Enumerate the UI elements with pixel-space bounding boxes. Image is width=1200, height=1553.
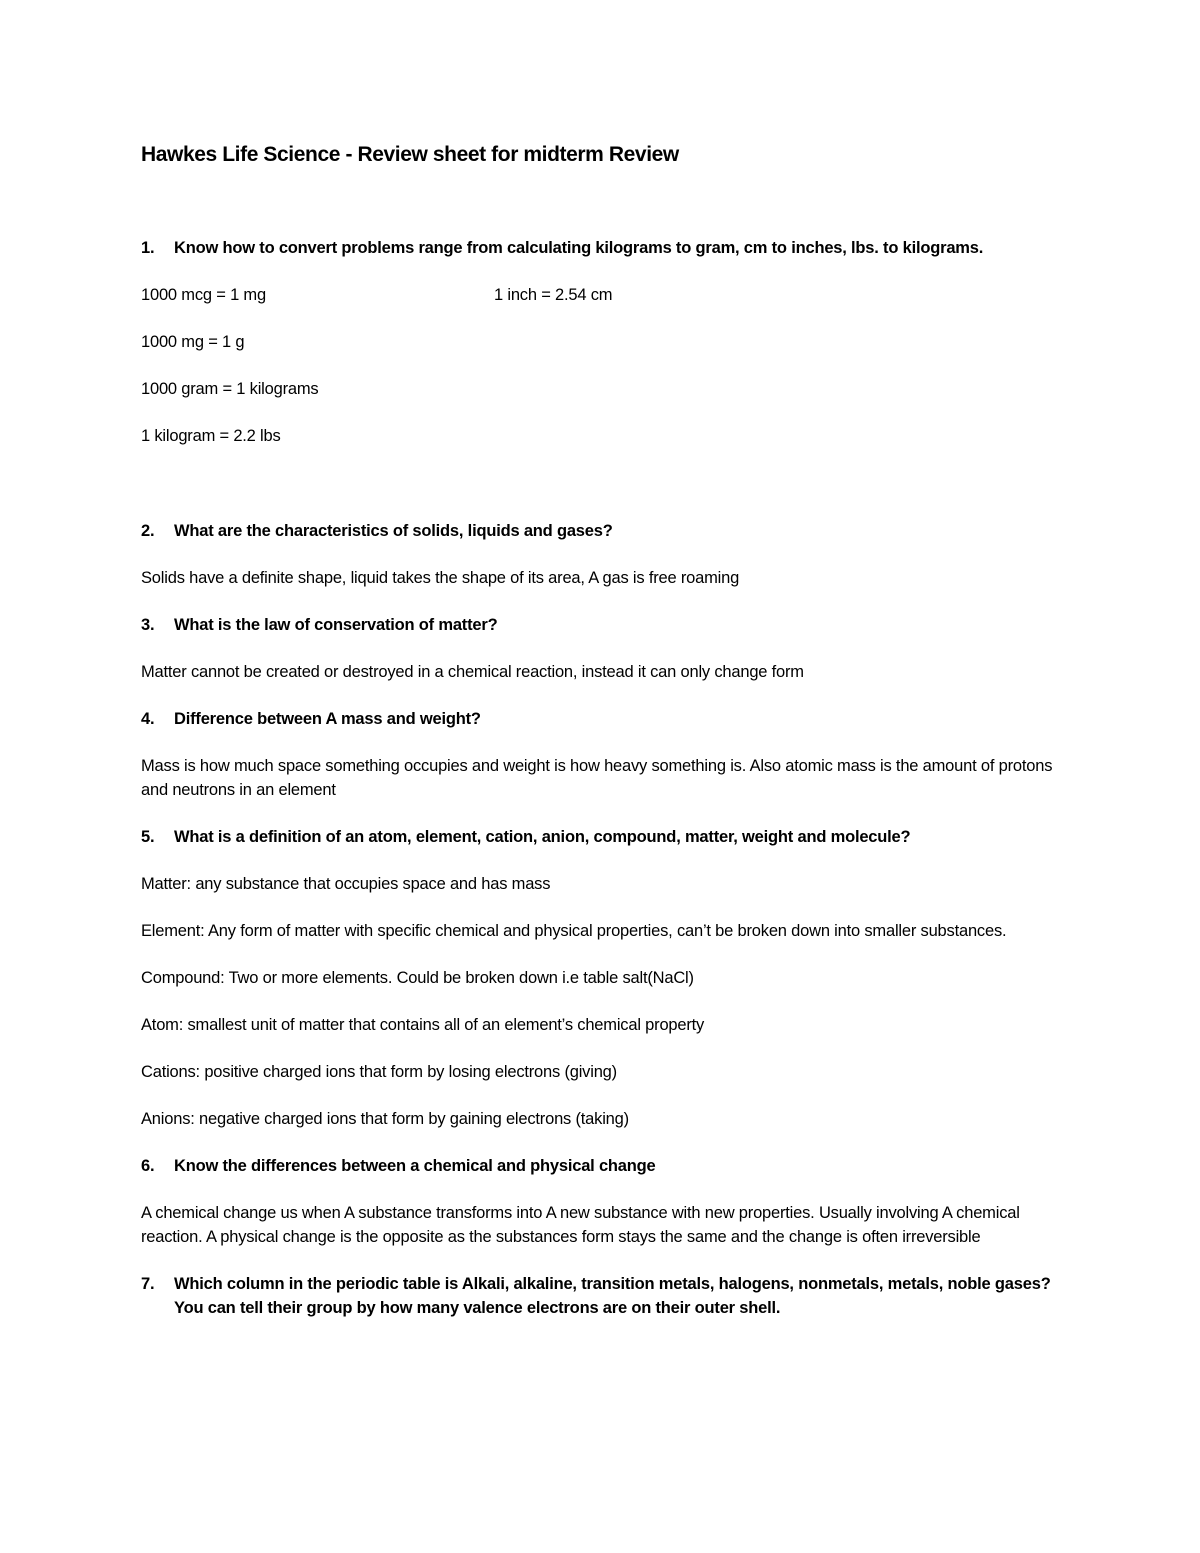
question-text: Which column in the periodic table is Alkali, alkaline, transition metals, halogens, nonmetals, metals, noble gases? You can tell their group by how many valence electrons are on their outer shell.: [174, 1275, 1051, 1317]
definition-compound: Compound: Two or more elements. Could be broken down i.e table salt(NaCl): [141, 969, 694, 987]
conversion-inch-cm: 1 inch = 2.54 cm: [494, 286, 613, 304]
question-number: 5.: [141, 828, 155, 846]
conversion-gram-kilogram: 1000 gram = 1 kilograms: [141, 380, 319, 398]
conversion-mg-g: 1000 mg = 1 g: [141, 333, 245, 351]
question-7: [141, 1272, 1071, 1320]
question-number: 2.: [141, 522, 155, 540]
answer-3: Matter cannot be created or destroyed in a chemical reaction, instead it can only change form: [141, 663, 804, 681]
question-2: [141, 519, 1071, 543]
definition-atom: Atom: smallest unit of matter that contains all of an element’s chemical property: [141, 1016, 705, 1034]
question-number: 1.: [141, 239, 155, 257]
definition-anions: Anions: negative charged ions that form by gaining electrons (taking): [141, 1110, 629, 1128]
conversion-kilogram-lbs: 1 kilogram = 2.2 lbs: [141, 427, 281, 445]
question-text: Know how to convert problems range from calculating kilograms to gram, cm to inches, lbs. to kilograms.: [174, 239, 984, 257]
question-6: [141, 1154, 1071, 1178]
question-text: What are the characteristics of solids, liquids and gases?: [174, 522, 613, 540]
question-text: Difference between A mass and weight?: [174, 710, 481, 728]
conversion-mcg-mg: 1000 mcg = 1 mg: [141, 286, 266, 304]
answer-2: Solids have a definite shape, liquid takes the shape of its area, A gas is free roaming: [141, 569, 740, 587]
question-5: [141, 825, 1071, 849]
definition-cations: Cations: positive charged ions that form by losing electrons (giving): [141, 1063, 617, 1081]
question-number: 3.: [141, 616, 155, 634]
conversion-row: [141, 283, 1071, 307]
question-3: [141, 613, 1071, 637]
question-text: What is the law of conservation of matter?: [174, 616, 498, 634]
question-text: What is a definition of an atom, element, cation, anion, compound, matter, weight and molecule?: [174, 828, 911, 846]
definition-element: Element: Any form of matter with specific chemical and physical properties, can’t be broken down into smaller substances.: [141, 922, 1007, 940]
question-number: 4.: [141, 710, 155, 728]
question-number: 7.: [141, 1275, 155, 1293]
definition-matter: Matter: any substance that occupies space and has mass: [141, 875, 551, 893]
answer-4: Mass is how much space something occupies and weight is how heavy something is. Also atomic mass is the amount of protons and neutrons in an element: [141, 757, 1053, 799]
answer-6: A chemical change us when A substance transforms into A new substance with new properties. Usually involving A chemical reaction. A physical change is the opposite as the substances form stays the same and the change is often irreversible: [141, 1204, 1020, 1246]
question-1: [141, 236, 1071, 260]
document-title: Hawkes Life Science - Review sheet for midterm Review: [141, 143, 679, 166]
question-4: [141, 707, 1071, 731]
question-text: Know the differences between a chemical and physical change: [174, 1157, 656, 1175]
document-page: [141, 140, 1071, 1320]
question-number: 6.: [141, 1157, 155, 1175]
